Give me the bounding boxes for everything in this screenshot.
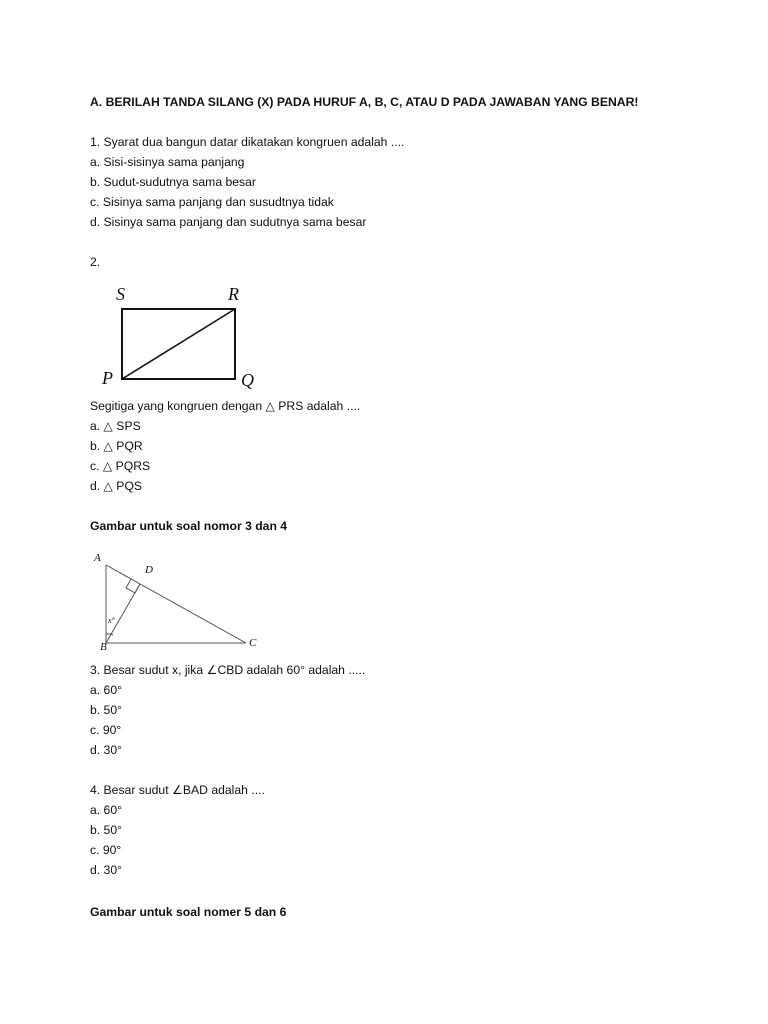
label-s: S (116, 284, 125, 304)
figure-caption-3-4: Gambar untuk soal nomor 3 dan 4 (90, 519, 288, 533)
q4-option-d: d. 30° (90, 863, 122, 877)
label-q: Q (241, 370, 254, 390)
q1-option-c: c. Sisinya sama panjang dan susudtnya tidak (90, 195, 334, 209)
label-d: D (145, 564, 153, 576)
q3-question: 3. Besar sudut x, jika ∠CBD adalah 60° adalah ..... (90, 663, 366, 677)
q3-option-a: a. 60° (90, 683, 122, 697)
section-heading: A. BERILAH TANDA SILANG (X) PADA HURUF A, B, C, ATAU D PADA JAWABAN YANG BENAR! (90, 95, 639, 109)
q4-question: 4. Besar sudut ∠BAD adalah .... (90, 783, 265, 797)
q1-option-d: d. Sisinya sama panjang dan sudutnya sama besar (90, 215, 367, 229)
q2-option-c: c. △ PQRS (90, 459, 151, 473)
q1-option-a: a. Sisi-sisinya sama panjang (90, 155, 245, 169)
q3-option-c: c. 90° (90, 723, 122, 737)
q3-option-b: b. 50° (90, 703, 122, 717)
right-angle-mark-d (126, 579, 140, 593)
q2-option-a: a. △ SPS (90, 419, 141, 433)
right-triangle-figure (90, 550, 270, 660)
label-a: A (94, 552, 101, 564)
side-ac (106, 565, 246, 643)
figure-caption-5-6: Gambar untuk soal nomer 5 dan 6 (90, 905, 287, 919)
label-p: P (102, 368, 113, 388)
q1-option-b: b. Sudut-sudutnya sama besar (90, 175, 256, 189)
label-x: x° (108, 616, 115, 625)
q3-option-d: d. 30° (90, 743, 122, 757)
label-b: B (100, 641, 107, 653)
q4-option-c: c. 90° (90, 843, 122, 857)
q2-number: 2. (90, 255, 101, 269)
q2-option-b: b. △ PQR (90, 439, 143, 453)
q2-option-d: d. △ PQS (90, 479, 143, 493)
q1-question: 1. Syarat dua bangun datar dikatakan kongruen adalah .... (90, 135, 405, 149)
q4-option-a: a. 60° (90, 803, 122, 817)
label-c: C (249, 637, 257, 649)
label-r: R (228, 284, 239, 304)
q2-question: Segitiga yang kongruen dengan △ PRS adalah .... (90, 399, 361, 413)
angle-mark-x (106, 634, 113, 635)
q4-option-b: b. 50° (90, 823, 122, 837)
diagonal-pr (122, 309, 235, 379)
